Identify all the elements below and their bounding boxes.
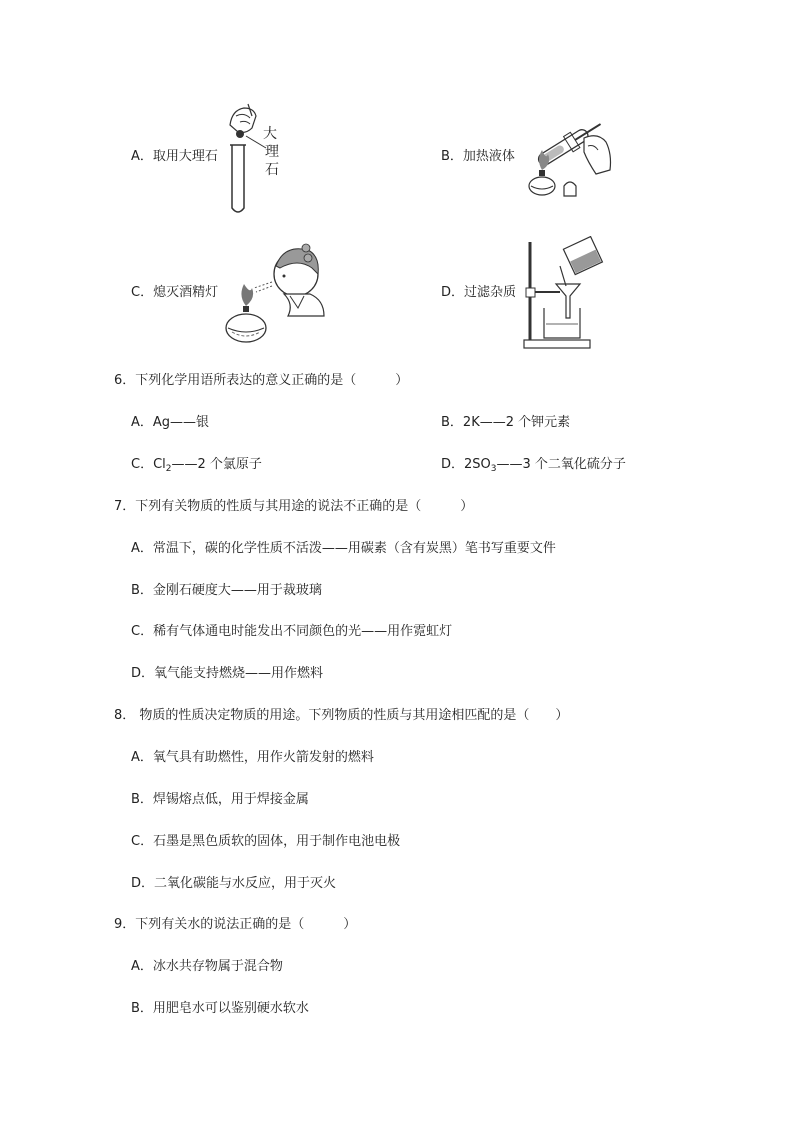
q9-option-a: A．冰水共存物属于混合物 <box>131 959 283 974</box>
q8-option-a: A．氧气具有助燃性，用作火箭发射的燃料 <box>131 750 374 765</box>
q7-option-c: C．稀有气体通电时能发出不同颜色的光——用作霓虹灯 <box>131 624 453 639</box>
option-b-label: B．加热液体 <box>441 149 515 164</box>
q6-stem: 6．下列化学用语所表达的意义正确的是（ ） <box>114 373 409 388</box>
q8-option-d: D．二氧化碳能与水反应，用于灭火 <box>131 876 337 891</box>
q6-option-b: B．2K——2 个钾元素 <box>441 415 571 430</box>
option-d-label: D．过滤杂质 <box>441 285 517 300</box>
heating-liquid-figure <box>526 108 616 203</box>
q8-option-b: B．焊锡熔点低，用于焊接金属 <box>131 792 309 807</box>
q8-stem: 8． 物质的性质决定物质的用途。下列物质的性质与其用途相匹配的是（ ） <box>114 708 569 723</box>
q6-option-d: D．$2SO_3——3$ 个二氧化硫分子 <box>441 457 626 474</box>
option-a-label: A．取用大理石 <box>131 149 218 164</box>
q7-option-a: A．常温下，碳的化学性质不活泼——用碳素（含有炭黑）笔书写重要文件 <box>131 541 556 556</box>
q7-stem: 7．下列有关物质的性质与其用途的说法不正确的是（ ） <box>114 499 474 514</box>
marble-char-1: 大 <box>263 126 277 142</box>
extinguish-lamp-figure <box>224 236 332 348</box>
marble-char-3: 石 <box>265 162 279 178</box>
q7-option-b: B．金刚石硬度大——用于裁玻璃 <box>131 583 322 598</box>
q8-option-c: C．石墨是黑色质软的固体，用于制作电池电极 <box>131 834 401 849</box>
marble-char-2: 理 <box>265 144 279 160</box>
option-c-label: C．熄灭酒精灯 <box>131 285 219 300</box>
q9-stem: 9．下列有关水的说法正确的是（ ） <box>114 917 357 932</box>
q7-option-d: D．氧气能支持燃烧——用作燃料 <box>131 666 324 681</box>
q9-option-b: B．用肥皂水可以鉴别硬水软水 <box>131 1001 309 1016</box>
filtration-figure <box>522 236 612 354</box>
q6-option-a: A．Ag——银 <box>131 415 210 430</box>
q6-option-c: C．$Cl_2——2$ 个氯原子 <box>131 457 262 474</box>
marble-test-tube-figure <box>222 100 292 218</box>
